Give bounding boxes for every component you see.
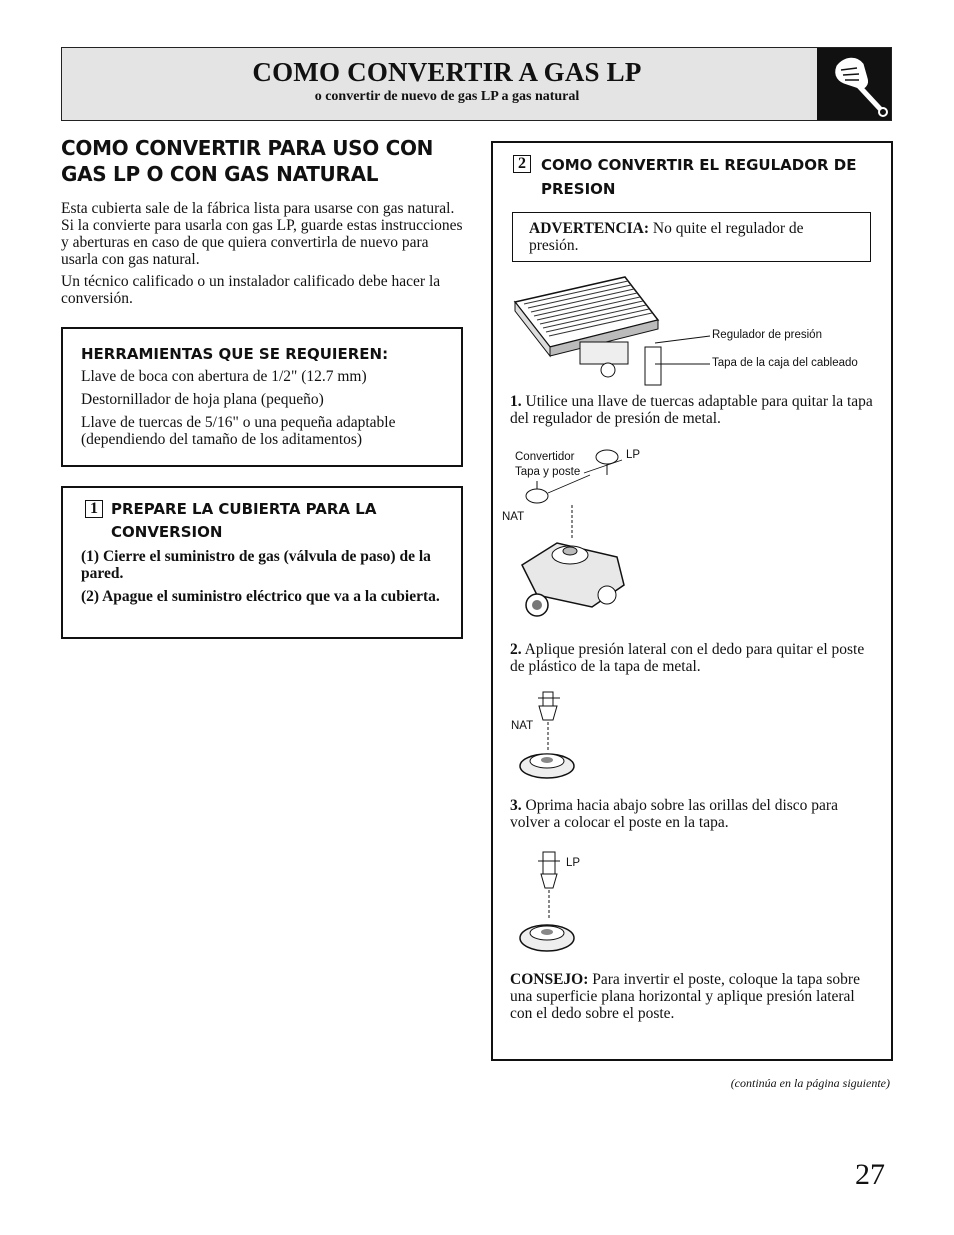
step1-box xyxy=(61,486,463,639)
figure1-leader-lines xyxy=(650,325,715,375)
tools-box xyxy=(61,327,463,467)
step1-title: PREPARE LA CUBIERTA PARA LA CONVERSION xyxy=(111,500,377,541)
cap-post-insertion-illustration xyxy=(512,846,582,958)
converter-label: Convertidor xyxy=(515,451,575,463)
regulator-exploded-illustration xyxy=(512,445,652,630)
tool-item: Destornillador de hoja plana (pequeño) xyxy=(81,391,324,408)
tool-item: Llave de tuercas de 5/16" o una pequeña adaptable (dependiendo del tamaño de los aditamentos) xyxy=(81,414,396,448)
page-subtitle: o convertir de nuevo de gas LP a gas natural xyxy=(314,89,580,104)
step1-number: 1 xyxy=(85,500,103,518)
cap-post-removal-illustration xyxy=(512,688,582,785)
lp-label-2: LP xyxy=(566,857,581,869)
page-title: COMO CONVERTIR A GAS LP xyxy=(252,57,642,87)
wiring-cover-label: Tapa de la caja del cableado xyxy=(712,357,858,369)
step2-number: 2 xyxy=(513,155,531,173)
instruction-3 xyxy=(510,797,878,831)
hand-wrench-icon xyxy=(817,48,891,120)
instruction-3-text: Oprima hacia abajo sobre las orillas del disco para volver a colocar el poste en la tapa. xyxy=(510,797,838,831)
tool-item: Llave de boca con abertura de 1/2" (12.7 mm) xyxy=(81,368,367,385)
section-heading: COMO CONVERTIR PARA USO CON GAS LP O CON GAS NATURAL xyxy=(61,136,434,186)
tip-label: CONSEJO: xyxy=(510,971,589,988)
instruction-2-text: Aplique presión lateral con el dedo para quitar el poste de plástico de la tapa de metal. xyxy=(510,641,865,675)
instruction-1-text: Utilice una llave de tuercas adaptable para quitar la tapa del regulador de presión de metal. xyxy=(510,393,873,427)
instruction-2 xyxy=(510,641,878,675)
warning-label: ADVERTENCIA: xyxy=(529,220,650,237)
tools-title: HERRAMIENTAS QUE SE REQUIEREN: xyxy=(81,345,389,363)
step1-item-1: (1) Cierre el suministro de gas (válvula de paso) de la pared. xyxy=(81,548,431,582)
instruction-2-number: 2. xyxy=(510,641,522,658)
nat-label-2: NAT xyxy=(511,720,534,732)
regulator-label: Regulador de presión xyxy=(712,329,822,341)
technician-paragraph: Un técnico calificado o un instalador calificado debe hacer la conversión. xyxy=(61,273,441,307)
instruction-1-number: 1. xyxy=(510,393,522,410)
cap-post-label: Tapa y poste xyxy=(515,466,581,478)
continued-note: (continúa en la página siguiente) xyxy=(730,1076,890,1090)
tip-paragraph xyxy=(510,971,878,1022)
page-number: 27 xyxy=(855,1158,885,1191)
page-header xyxy=(61,47,892,121)
warning-text: No quite el regulador de presión. xyxy=(529,220,804,254)
step1-item-2: (2) Apague el suministro eléctrico que va a la cubierta. xyxy=(81,588,440,605)
step2-title: COMO CONVERTIR EL REGULADOR DE PRESION xyxy=(541,156,857,198)
instruction-1 xyxy=(510,393,878,427)
tip-text: Para invertir el poste, coloque la tapa sobre una superficie plana horizontal y aplique presión lateral con el dedo sobre el poste. xyxy=(510,971,860,1022)
nat-label: NAT xyxy=(502,511,525,523)
lp-label: LP xyxy=(626,449,641,461)
instruction-3-number: 3. xyxy=(510,797,522,814)
intro-paragraph: Esta cubierta sale de la fábrica lista para usarse con gas natural. Si la convierte para usarla con gas LP, guarde estas instrucciones y aberturas en caso de que quiera convertirla de nuevo para usarla con gas natural. xyxy=(61,200,463,268)
warning-box xyxy=(512,212,871,262)
